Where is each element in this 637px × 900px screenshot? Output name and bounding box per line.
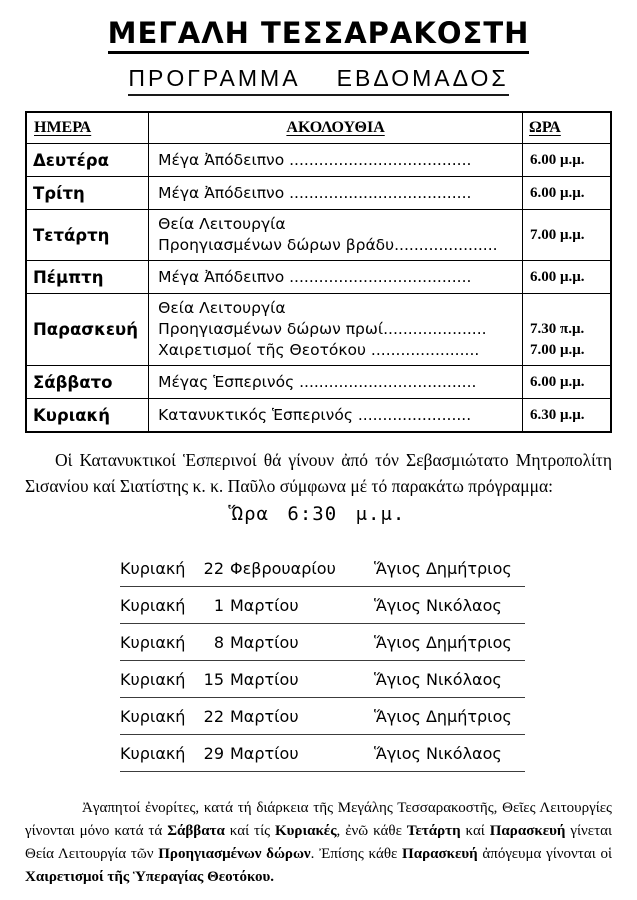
schedule-row [26, 210, 611, 261]
header-service: ΑΚΟΛΟΥΘΙΑ [149, 112, 523, 144]
vespers-row [120, 587, 525, 624]
schedule-row [26, 294, 611, 366]
schedule-service [149, 366, 523, 399]
vespers-day: Κυριακή [120, 706, 186, 726]
vespers-church: Ἅγιος Νικόλαος [374, 669, 502, 689]
vespers-date [198, 559, 374, 578]
schedule-row [26, 399, 611, 433]
schedule-row [26, 261, 611, 294]
vespers-date-month: Μαρτίου [230, 632, 299, 652]
schedule-service [149, 144, 523, 177]
closing-bold-segment: Παρασκευή [489, 823, 566, 839]
time-line: 7.30 π.μ. [530, 321, 585, 337]
schedule-row [26, 366, 611, 399]
vespers-date-month: Μαρτίου [230, 595, 299, 615]
vespers-date-month: Μαρτίου [230, 669, 299, 689]
schedule-time [523, 144, 611, 177]
service-line: Μέγας Ἑσπερινός .................................... [158, 372, 477, 391]
schedule-time [523, 177, 611, 210]
vespers-date-number: 15 [203, 669, 224, 689]
schedule-day: Κυριακή [26, 399, 149, 433]
time-line: 7.00 μ.μ. [530, 342, 585, 358]
service-line: Θεία Λειτουργία [158, 299, 286, 317]
vespers-date-number: 22 [203, 558, 224, 578]
vespers-date [198, 633, 374, 652]
vespers-row [120, 661, 525, 698]
service-line: Προηγιασμένων δώρων βράδυ..................... [158, 236, 498, 254]
page-title: ΜΕΓΑΛΗ ΤΕΣΣΑΡΑΚΟΣΤΗ [108, 16, 530, 54]
schedule-day: Παρασκευή [26, 294, 149, 366]
vespers-date-number: 1 [213, 595, 224, 615]
service-line: Θεία Λειτουργία [158, 215, 286, 233]
vespers-date-month: Μαρτίου [230, 743, 299, 763]
closing-bold-segment: Παρασκευή [402, 846, 478, 862]
closing-text-segment: Ἀγαπητοί ἐνορίτες, κατά τή διάρκεια τῆς Μεγάλης Τεσσαρακοστῆς, Θεῖες Λειτουργίες γίνονται μόνο κατά τά [25, 800, 612, 839]
vespers-church: Ἅγιος Δημήτριος [374, 558, 512, 578]
schedule-day: Πέμπτη [26, 261, 149, 294]
schedule-day: Τρίτη [26, 177, 149, 210]
vespers-row [120, 624, 525, 661]
intro-paragraph: Οἱ Κατανυκτικοί Ἑσπερινοί θά γίνουν ἀπό τόν Σεβασμιώτατο Μητροπολίτη Σισανίου καί Σιατίστης κ. κ. Παῦλο σύμφωνα μέ τό παρακάτω πρόγραμμα: [25, 450, 612, 496]
schedule-service [149, 177, 523, 210]
vespers-date-number: 22 [203, 706, 224, 726]
schedule-row [26, 144, 611, 177]
vespers-date-month: Φεβρουαρίου [230, 558, 336, 578]
closing-bold-segment: Σάββατα [167, 823, 225, 839]
closing-text-segment: γίνεται Θεία Λειτουργία τῶν [25, 823, 612, 862]
schedule-service [149, 399, 523, 433]
schedule-day: Δευτέρα [26, 144, 149, 177]
closing-bold-segment: Προηγιασμένων δώρων [158, 846, 311, 862]
time-line: 6.00 μ.μ. [530, 373, 585, 390]
service-line: Μέγα Ἀπόδειπνο ..................................... [158, 183, 472, 202]
closing-text-segment: καί [460, 823, 490, 839]
schedule-day: Σάββατο [26, 366, 149, 399]
vespers-church: Ἅγιος Δημήτριος [374, 706, 512, 726]
schedule-time [523, 210, 611, 261]
vespers-church: Ἅγιος Δημήτριος [374, 632, 512, 652]
vespers-list [120, 550, 525, 772]
vespers-date [198, 744, 374, 763]
service-line: Προηγιασμένων δώρων πρωί..................... [158, 320, 487, 338]
schedule-time [523, 366, 611, 399]
service-line: Χαιρετισμοί τῆς Θεοτόκου ...................... [158, 341, 480, 359]
schedule-time [523, 399, 611, 433]
vespers-day: Κυριακή [120, 632, 186, 652]
schedule-time [523, 261, 611, 294]
closing-bold-segment: Τετάρτη [406, 823, 461, 839]
vespers-row [120, 735, 525, 772]
subtitle-container [0, 54, 637, 96]
header-day: ΗΜΕΡΑ [26, 112, 149, 144]
vespers-date [198, 670, 374, 689]
vespers-time-line: Ὥρα 6:30 μ.μ. [231, 503, 406, 525]
time-line: 6.30 μ.μ. [530, 406, 585, 423]
closing-bold-segment: Χαιρετισμοί τῆς Ὑπεραγίας Θεοτόκου. [25, 869, 274, 885]
vespers-day: Κυριακή [120, 595, 186, 615]
closing-text-segment: ἀπόγευμα γίνονται οἱ [477, 846, 612, 862]
schedule-service [149, 210, 523, 261]
time-line: 6.00 μ.μ. [530, 151, 585, 168]
closing-text-segment: καί τίς [224, 823, 275, 839]
closing-paragraph [25, 797, 612, 889]
vespers-row [120, 550, 525, 587]
service-line: Κατανυκτικός Ἑσπερινός ....................... [158, 405, 472, 424]
schedule-row [26, 177, 611, 210]
service-line: Μέγα Ἀπόδειπνο ..................................... [158, 150, 472, 169]
weekly-schedule-table [25, 111, 612, 433]
vespers-day: Κυριακή [120, 743, 186, 763]
service-line: Μέγα Ἀπόδειπνο ..................................... [158, 267, 472, 286]
vespers-church: Ἅγιος Νικόλαος [374, 595, 502, 615]
schedule-service [149, 294, 523, 366]
vespers-date-number: 8 [213, 632, 224, 652]
header-time: ΩΡΑ [523, 112, 611, 144]
vespers-date [198, 707, 374, 726]
time-line: 6.00 μ.μ. [530, 268, 585, 285]
vespers-day: Κυριακή [120, 669, 186, 689]
schedule-day: Τετάρτη [26, 210, 149, 261]
time-line: 7.00 μ.μ. [530, 226, 585, 243]
schedule-service [149, 261, 523, 294]
closing-text-segment: . Ἐπίσης κάθε [310, 846, 403, 862]
closing-text-segment: , ἐνῶ κάθε [336, 823, 407, 839]
time-line: 6.00 μ.μ. [530, 184, 585, 201]
schedule-header-row [26, 112, 611, 144]
schedule-time [523, 294, 611, 366]
vespers-date [198, 596, 374, 615]
vespers-date-month: Μαρτίου [230, 706, 299, 726]
vespers-day: Κυριακή [120, 558, 186, 578]
vespers-row [120, 698, 525, 735]
page-subtitle: ΠΡΟΓΡΑΜΜΑ ΕΒΔΟΜΑΔΟΣ [128, 65, 508, 96]
vespers-church: Ἅγιος Νικόλαος [374, 743, 502, 763]
vespers-date-number: 29 [203, 743, 224, 763]
title-container [0, 0, 637, 54]
closing-bold-segment: Κυριακές [274, 823, 337, 839]
